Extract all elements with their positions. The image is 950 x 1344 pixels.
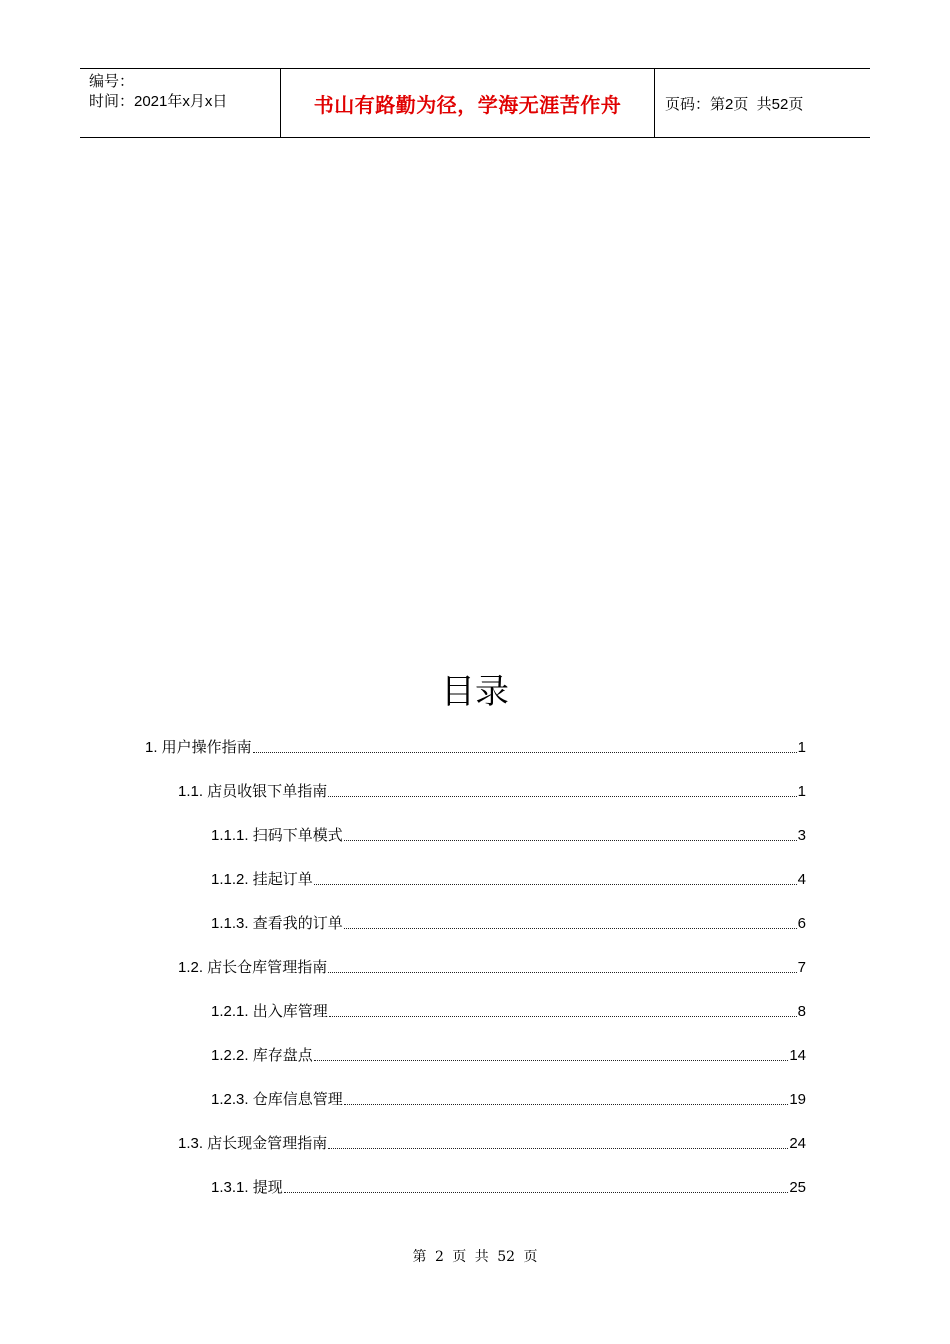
- toc-entry-label: 1.2.2. 库存盘点: [211, 1047, 313, 1064]
- toc-entry-label: 1.1.1. 扫码下单模式: [211, 827, 343, 844]
- toc-entry-page: 4: [797, 871, 806, 888]
- toc-entry-page: 7: [797, 959, 806, 976]
- page-footer: 第 2 页 共 52 页: [412, 1249, 538, 1265]
- toc-entry-page: 1: [797, 783, 806, 800]
- toc-entry-label: 1.2. 店长仓库管理指南: [178, 959, 328, 976]
- toc-entry-page: 8: [797, 1003, 806, 1020]
- toc-leader-dots: [314, 1060, 789, 1061]
- toc-entry[interactable]: [211, 1000, 806, 1022]
- toc-entry[interactable]: [178, 1132, 806, 1154]
- toc-entry[interactable]: [211, 824, 806, 846]
- document-number-label: 编号：: [89, 73, 135, 90]
- toc-entry-page: 24: [789, 1135, 806, 1152]
- toc-entry-page: 25: [789, 1179, 806, 1196]
- toc-entry[interactable]: [211, 1176, 806, 1198]
- page-header-table: [80, 68, 870, 138]
- toc-entry-label: 1.2.1. 出入库管理: [211, 1003, 328, 1020]
- toc-entry-label: 1.1.3. 查看我的订单: [211, 915, 343, 932]
- toc-entry[interactable]: [211, 912, 806, 934]
- toc-leader-dots: [328, 796, 796, 797]
- toc-leader-dots: [328, 972, 796, 973]
- toc-entry-label: 1.2.3. 仓库信息管理: [211, 1091, 343, 1108]
- header-page-info-cell: [655, 69, 870, 137]
- toc-entry[interactable]: [211, 868, 806, 890]
- toc-entry[interactable]: [211, 1088, 806, 1110]
- toc-leader-dots: [328, 1148, 788, 1149]
- toc-entry[interactable]: [178, 780, 806, 802]
- toc-leader-dots: [284, 1192, 789, 1193]
- toc-leader-dots: [314, 884, 797, 885]
- toc-entry-label: 1.3. 店长现金管理指南: [178, 1135, 328, 1152]
- toc-entry[interactable]: [178, 956, 806, 978]
- document-date-label: 时间：2021年x月x日: [89, 93, 228, 110]
- toc-entry[interactable]: [211, 1044, 806, 1066]
- toc-leader-dots: [344, 840, 797, 841]
- header-meta-cell: [80, 69, 281, 137]
- toc-entry-label: 1.1. 店员收银下单指南: [178, 783, 328, 800]
- toc-entry-label: 1.1.2. 挂起订单: [211, 871, 313, 888]
- toc-entry-label: 1.3.1. 提现: [211, 1179, 283, 1196]
- header-page-info: 页码：第2页 共52页: [665, 95, 804, 113]
- toc-entry-page: 3: [797, 827, 806, 844]
- toc-entry-label: 1. 用户操作指南: [145, 739, 252, 756]
- header-motto: 书山有路勤为径，学海无涯苦作舟: [281, 69, 655, 137]
- toc-leader-dots: [344, 928, 797, 929]
- toc-title: 目录: [441, 672, 509, 712]
- toc-entry-page: 19: [789, 1091, 806, 1108]
- toc-entry[interactable]: [145, 736, 806, 758]
- toc-entry-page: 14: [789, 1047, 806, 1064]
- toc-leader-dots: [253, 752, 797, 753]
- toc-entry-page: 6: [797, 915, 806, 932]
- toc-leader-dots: [329, 1016, 797, 1017]
- toc-entry-page: 1: [797, 739, 806, 756]
- toc-leader-dots: [344, 1104, 789, 1105]
